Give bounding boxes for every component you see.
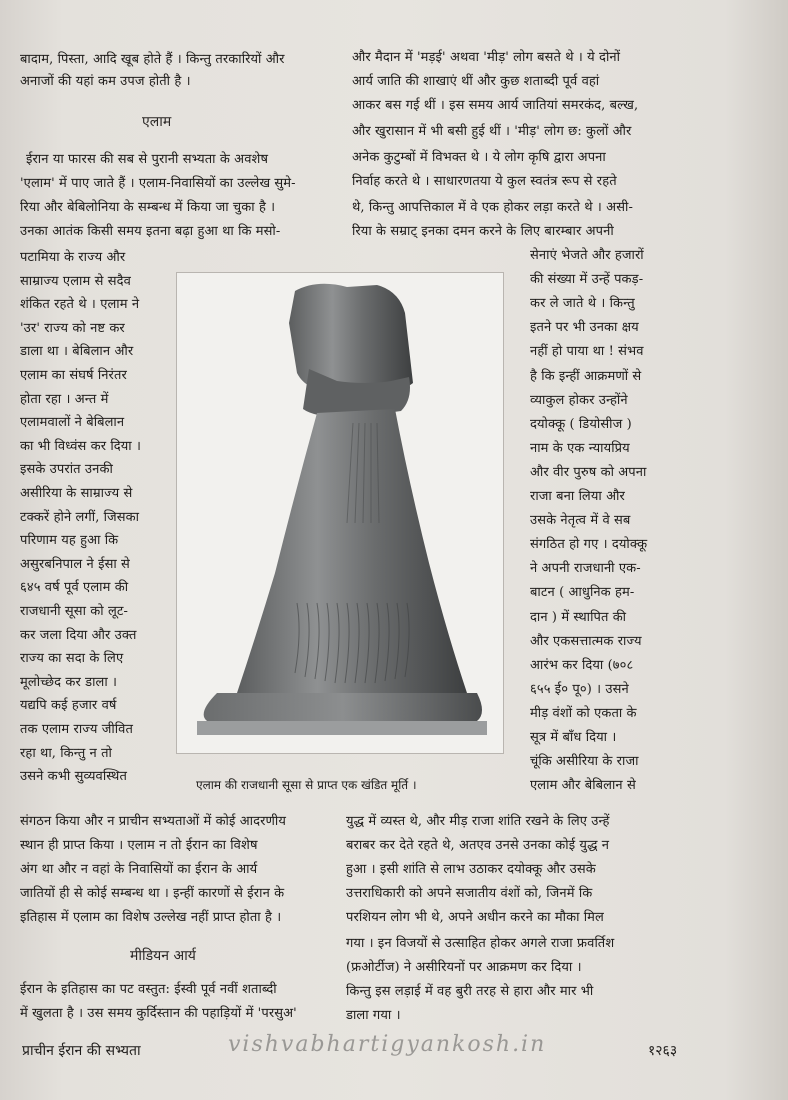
right-text-line: उत्तराधिकारी को अपने सजातीय वंशों को, जिनमें कि [346,886,593,901]
elam-text-line: 'उर' राज्य को नष्ट कर [20,320,125,336]
statue-photo [176,272,504,754]
right-text-line: संगठित हो गए । दयोक्कू [530,537,648,553]
right-text-line: है कि इन्हीं आक्रमणों से [530,368,642,384]
elam-text-line: संगठन किया और न प्राचीन सभ्यताओं में कोई आदरणीय [20,814,287,829]
right-text-line: चूंकि असीरिया के राजा [530,754,639,770]
elam-text-line: ईरान या फारस की सब से पुरानी सभ्यता के अवशेष [26,152,269,167]
median-text-line: ईरान के इतिहास का पट वस्तुत: ईस्वी पूर्व नवीं शताब्दी [20,982,277,997]
elam-text-line: राज्य का सदा के लिए [20,651,124,667]
right-text-line: किन्तु इस लड़ाई में वह बुरी तरह से हारा और मार भी [346,984,594,999]
elam-text-line: तक एलाम राज्य जीवित [20,722,134,737]
elam-text-line: अंग था और न वहां के निवासियों का ईरान के आर्य [20,862,258,877]
right-text-line: आर्य जाति की शाखाएं थीं और कुछ शताब्दी पूर्व वहां [352,74,600,89]
right-text-line: एलाम और बेबिलान से [530,778,636,794]
right-text-line: हुआ । इसी शांति से लाभ उठाकर दयोक्कू और उसके [346,862,596,877]
elam-text-line: कर जला दिया और उक्त [20,627,137,643]
elam-text-line: रहा था, किन्तु न तो [20,745,112,761]
elam-text-line: शंकित रहते थे । एलाम ने [20,297,140,313]
elam-text-line: इतिहास में एलाम का विशेष उल्लेख नहीं प्राप्त होता है । [20,910,282,925]
elam-text-line: 'एलाम' में पाए जाते हैं । एलाम-निवासियों का उल्लेख सुमे- [20,176,296,191]
right-text-line: और खुरासान में भी बसी हुई थीं । 'मीड़' लोग छ: कुलों और [352,124,632,139]
right-text-line: युद्ध में व्यस्त थे, और मीड़ राजा शांति रखने के लिए उन्हें [346,814,610,829]
elam-text-line: स्थान ही प्राप्त किया । एलाम न तो ईरान का विशेष [20,838,258,853]
elam-text-line: उसने कभी सुव्यवस्थित [20,769,127,785]
section-heading-median: मीडियन आर्य [130,948,196,964]
right-text-line: दयोक्कू ( डियोसीज ) [530,416,632,432]
right-text-line: और वीर पुरुष को अपना [530,464,647,480]
page-number: १२६३ [648,1043,678,1059]
elam-text-line: साम्राज्य एलाम से सदैव [20,273,131,289]
right-text-line: इतने पर भी उनका क्षय [530,320,639,336]
elam-text-line: डाला था । बेबिलान और [20,344,134,360]
right-text-line: सेनाएं भेजते और हजारों [530,248,644,263]
right-text-line: गया । इन विजयों से उत्साहित होकर अगले राजा फ्रवर्तिश [346,936,615,951]
right-text-line: अनेक कुटुम्बों में विभक्त थे । ये लोग कृषि द्वारा अपना [352,150,606,165]
elam-text-line: ६४५ वर्ष पूर्व एलाम की [20,580,129,596]
median-text-line: में खुलता है । उस समय कुर्दिस्तान की पहाड़ियों में 'परसुअ' [20,1006,297,1021]
right-text-line: मीड़ वंशों को एकता के [530,705,637,721]
elam-text-line: इसके उपरांत उनकी [20,462,113,478]
elam-text-line: का भी विध्वंस कर दिया । [20,438,142,454]
section-heading-elam: एलाम [142,114,172,130]
left-text-line: अनाजों की यहां कम उपज होती है । [20,74,191,89]
left-text-line: बादाम, पिस्ता, आदि खूब होते हैं । किन्तु तरकारियों और [20,52,285,67]
right-text-line: कर ले जाते थे । किन्तु [530,296,635,312]
elam-text-line: असुरबनिपाल ने ईसा से [20,556,130,572]
right-text-line: आकर बस गई थीं । इस समय आर्य जातियां समरकंद, बल्ख, [352,98,639,113]
site-watermark: vishvabhartigyankosh.in [228,1032,547,1057]
right-text-line: और एकसत्तात्मक राज्य [530,633,642,649]
right-text-line: ने अपनी राजधानी एक- [530,561,641,577]
elam-text-line: एलाम का संघर्ष निरंतर [20,368,127,383]
right-text-line: बाटन ( आधुनिक हम- [530,585,635,601]
elam-text-line: असीरिया के साम्राज्य से [20,486,133,501]
right-text-line: निर्वाह करते थे । साधारणतया ये कुल स्वतंत्र रूप से रहते [352,174,617,189]
right-text-line: सूत्र में बाँध दिया । [530,730,617,745]
right-text-line: की संख्या में उन्हें पकड़- [530,272,644,288]
elam-text-line: मूलोच्छेद कर डाला । [20,674,118,690]
elam-text-line: टक्करें होने लगीं, जिसका [20,509,140,525]
elam-text-line: परिणाम यह हुआ कि [20,533,119,549]
right-text-line: (फ्रओर्टीज) ने असीरियनों पर आक्रमण कर दिया । [346,960,582,975]
right-text-line: नाम के एक न्यायप्रिय [530,440,630,456]
elam-text-line: उनका आतंक किसी समय इतना बढ़ा हुआ था कि मसो- [20,224,281,239]
statue-illustration [177,273,503,753]
figure-caption: एलाम की राजधानी सूसा से प्राप्त एक खंडित मूर्ति । [196,778,417,792]
right-text-line: दान ) में स्थापित की [530,609,627,625]
footer-book-title: प्राचीन ईरान की सभ्यता [22,1043,141,1059]
right-text-line: आरंभ कर दिया (७०८ [530,657,634,673]
right-text-line: नहीं हो पाया था ! संभव [530,344,644,360]
right-text-line: थे, किन्तु आपत्तिकाल में वे एक होकर लड़ा करते थे । असी- [352,200,633,215]
right-text-line: उसके नेतृत्व में वे सब [530,513,631,529]
elam-text-line: पटामिया के राज्य और [20,250,126,265]
right-text-line: और मैदान में 'मड़ई' अथवा 'मीड़' लोग बसते थे । ये दोनों [352,50,621,65]
elam-text-line: रिया और बेबिलोनिया के सम्बन्ध में किया जा चुका है । [20,200,276,215]
elam-text-line: होता रहा । अन्त में [20,391,109,407]
right-text-line: परशियन लोग भी थे, अपने अधीन करने का मौका मिल [346,910,604,925]
elam-text-line: एलामवालों ने बेबिलान [20,415,125,431]
elam-text-line: यद्यपि कई हजार वर्ष [20,698,117,714]
elam-text-line: जातियों ही से कोई सम्बन्ध था । इन्हीं कारणों से ईरान के [20,886,285,901]
right-text-line: राजा बना लिया और [530,489,625,504]
right-text-line: ६५५ ई० पू०) । उसने [530,681,629,697]
right-text-line: व्याकुल होकर उन्होंने [530,392,628,408]
right-text-line: डाला गया । [346,1008,401,1023]
elam-text-line: राजधानी सूसा को लूट- [20,604,129,619]
right-text-line: रिया के सम्राट् इनका दमन करने के लिए बारम्बार अपनी [352,224,614,239]
right-text-line: बराबर कर देते रहते थे, अतएव उनसे उनका कोई युद्ध न [346,838,610,853]
